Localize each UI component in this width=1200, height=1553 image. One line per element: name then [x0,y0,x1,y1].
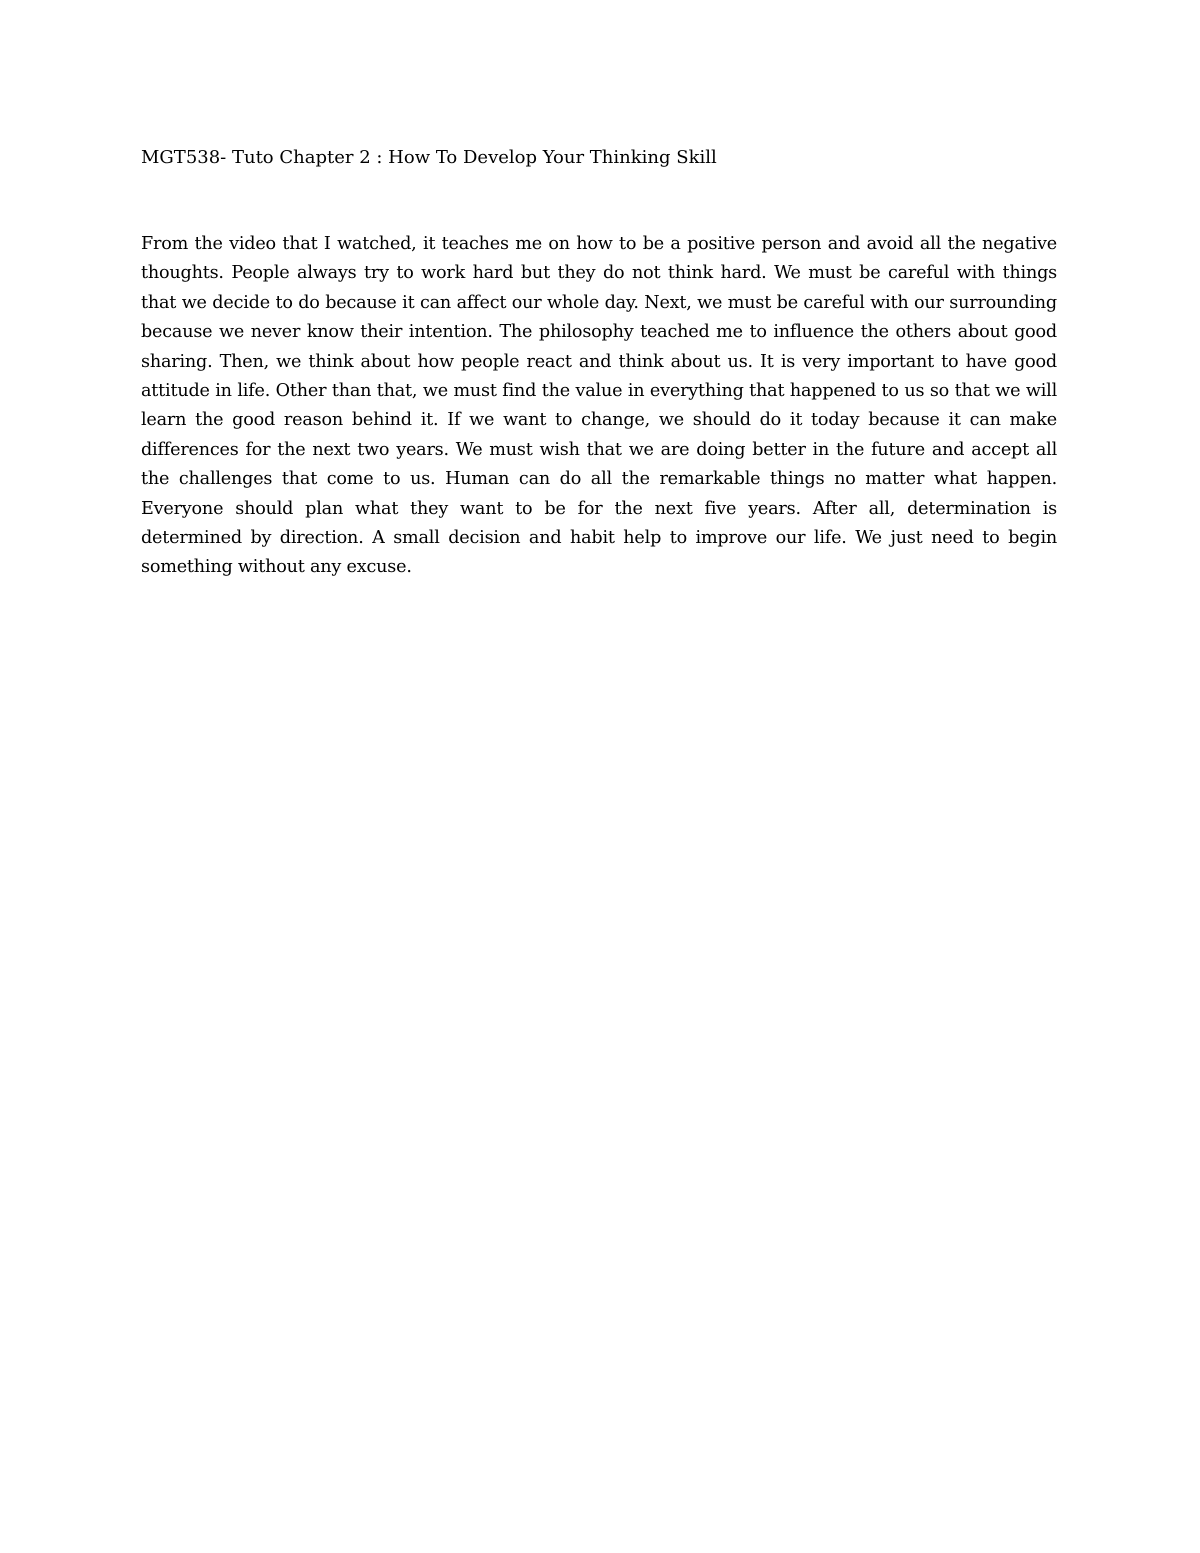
body-paragraph: From the video that I watched, it teaches me on how to be a positive person and avoid all the negative thoughts. People always try to work hard but they do not think hard. We must be careful with things that we decide to do because it can affect our whole day. Next, we must be careful with our surrounding because we never know their intention. The philosophy teached me to influence the others about good sharing. Then, we think about how people react and think about us. It is very important to have good attitude in life. Other than that, we must find the value in everything that happened to us so that we will learn the good reason behind it. If we want to change, we should do it today because it can make differences for the next two years. We must wish that we are doing better in the future and accept all the challenges that come to us. Human can do all the remarkable things no matter what happen. Everyone should plan what they want to be for the next five years. After all, determination is determined by direction. A small decision and habit help to improve our life. We just need to begin something without any excuse. [141,234,1057,578]
document-title: MGT538- Tuto Chapter 2 : How To Develop Your Thinking Skill [141,147,717,168]
